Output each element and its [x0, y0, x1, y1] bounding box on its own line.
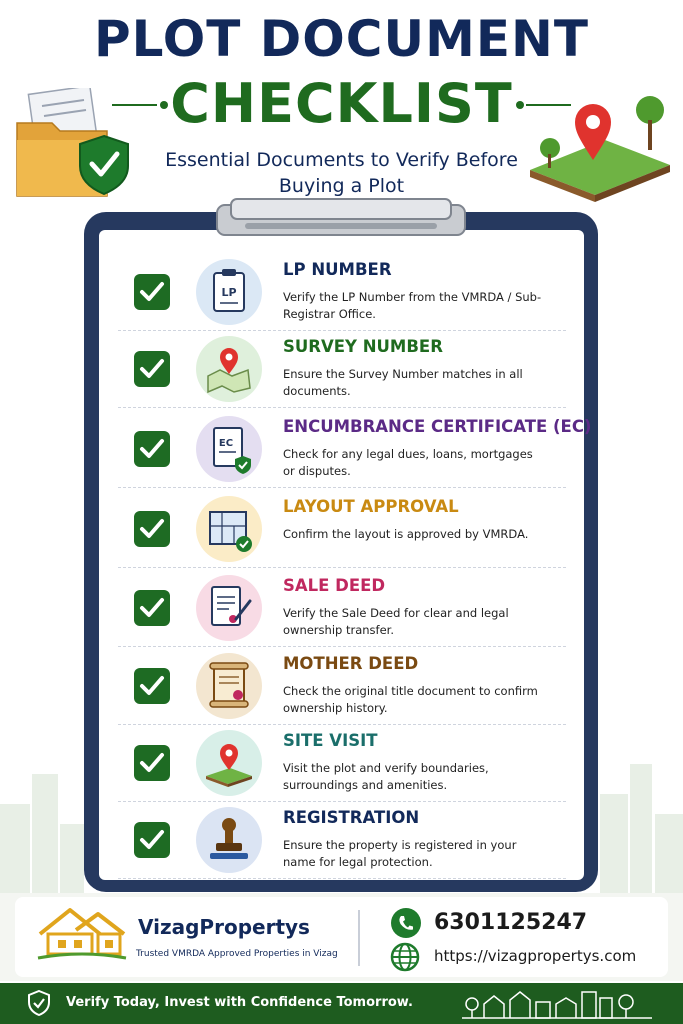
shield-check-icon: [28, 990, 50, 1016]
checkbox-checked-icon: [134, 745, 170, 781]
checklist-item-encumbrance-certificate: [118, 411, 592, 488]
item-title: SURVEY NUMBER: [283, 337, 443, 356]
brand-tagline: Trusted VMRDA Approved Properties in Vizag: [136, 949, 338, 959]
checkbox-checked-icon: [134, 274, 170, 310]
item-title: ENCUMBRANCE CERTIFICATE (EC): [283, 417, 592, 436]
item-title: SITE VISIT: [283, 731, 378, 750]
item-description: Visit the plot and verify boundaries, surroundings and amenities.: [283, 761, 489, 792]
blueprint-icon: [196, 496, 262, 562]
land-pin-icon: [196, 730, 262, 796]
ec-document-icon: [196, 416, 262, 482]
svg-text:EC: EC: [218, 438, 234, 449]
item-title: MOTHER DEED: [283, 654, 419, 673]
checkbox-checked-icon: [134, 668, 170, 704]
item-description: Check for any legal dues, loans, mortgages or disputes.: [283, 447, 533, 478]
checkbox-checked-icon: [134, 511, 170, 547]
phone-number[interactable]: 6301125247: [434, 910, 588, 935]
stamp-icon: [196, 807, 262, 873]
checkbox-checked-icon: [134, 822, 170, 858]
page-title-line1: PLOT DOCUMENT: [94, 10, 589, 68]
lp-document-icon: [196, 259, 262, 325]
checklist-item-mother-deed: [118, 648, 566, 725]
item-description: Verify the Sale Deed for clear and legal ownership transfer.: [283, 606, 509, 637]
page-subtitle: Essential Documents to Verify Before Buying a Plot: [165, 149, 518, 197]
checklist-item-survey-number: [118, 331, 566, 408]
item-title: LP NUMBER: [283, 260, 392, 279]
checklist-item-layout-approval: [118, 491, 566, 568]
item-title: SALE DEED: [283, 576, 386, 595]
footer-slogan: Verify Today, Invest with Confidence Tomorrow.: [66, 995, 413, 1010]
checkbox-checked-icon: [134, 351, 170, 387]
item-description: Ensure the Survey Number matches in all documents.: [283, 367, 523, 398]
checkbox-checked-icon: [134, 431, 170, 467]
checklist-item-lp-number: [118, 254, 566, 331]
clipboard-clip: [215, 197, 467, 245]
page-title-line2: CHECKLIST: [170, 72, 513, 135]
website-link[interactable]: https://vizagpropertys.com: [434, 947, 637, 965]
cityscape-icon: [462, 988, 652, 1020]
house-logo-icon: [36, 904, 128, 962]
item-description: Check the original title document to confirm ownership history.: [283, 684, 538, 715]
svg-text:LP: LP: [221, 286, 237, 299]
item-title: LAYOUT APPROVAL: [283, 497, 459, 516]
deed-pen-icon: [196, 575, 262, 641]
checkbox-checked-icon: [134, 590, 170, 626]
item-description: Ensure the property is registered in your name for legal protection.: [283, 838, 517, 869]
footer-divider: [358, 910, 360, 966]
folder-shield-icon: [12, 88, 142, 203]
scroll-icon: [196, 653, 262, 719]
land-plot-icon: [525, 80, 675, 205]
brand-name: VizagPropertys: [138, 915, 310, 939]
checklist-item-registration: [118, 802, 566, 879]
item-description: Confirm the layout is approved by VMRDA.: [283, 527, 529, 541]
globe-icon: [390, 942, 420, 972]
checklist-item-sale-deed: [118, 570, 566, 647]
item-title: REGISTRATION: [283, 808, 420, 827]
phone-icon: [390, 907, 422, 939]
item-description: Verify the LP Number from the VMRDA / Sub-Registrar Office.: [283, 290, 542, 321]
checklist-item-site-visit: [118, 725, 566, 802]
map-pin-icon: [196, 336, 262, 402]
